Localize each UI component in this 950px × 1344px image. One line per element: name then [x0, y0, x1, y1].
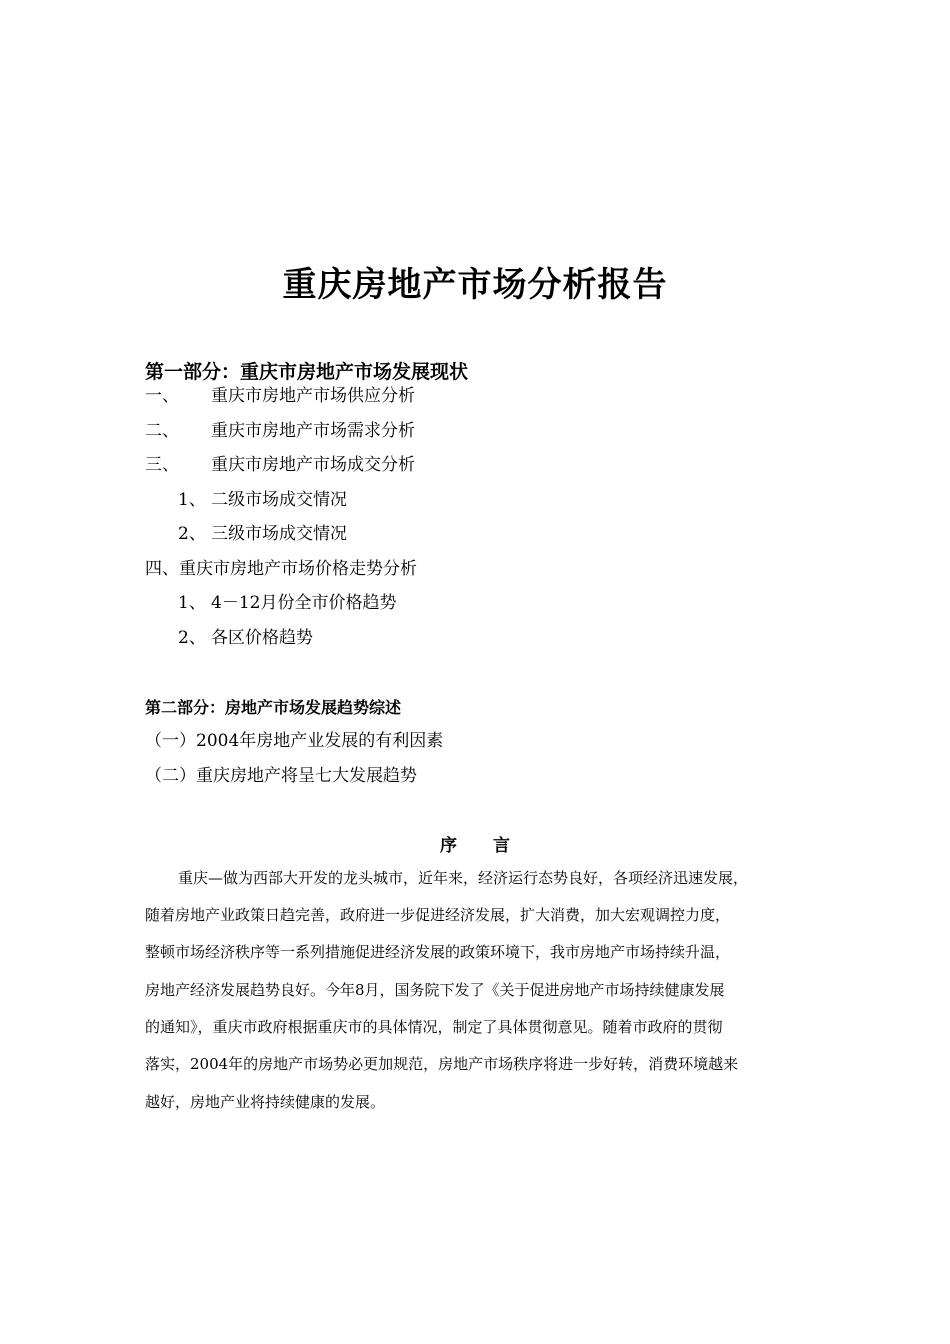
document-title: 重庆房地产市场分析报告 — [282, 265, 668, 305]
toc-item-text: 重庆市房地产市场供应分析 — [211, 386, 415, 406]
toc-subitem — [178, 488, 347, 512]
toc-item-number: 一、 — [145, 386, 179, 406]
toc-item-text: 二级市场成交情况 — [211, 490, 347, 510]
preface-heading-char: 言 — [493, 836, 510, 856]
toc-item-number: 1、 — [178, 593, 206, 613]
toc-item-number: 三、 — [145, 455, 179, 475]
toc-item-text: 重庆市房地产市场需求分析 — [211, 421, 415, 441]
paragraph-line: 随着房地产业政策日趋完善，政府进一步促进经济发展，扩大消费，加大宏观调控力度， — [145, 906, 731, 924]
toc-item-text: 4－12月份全市价格趋势 — [211, 593, 397, 613]
preface-heading-char: 序 — [440, 836, 457, 856]
toc-item — [145, 384, 415, 408]
toc-item — [145, 419, 415, 443]
toc-item-text: 四、重庆市房地产市场价格走势分析 — [145, 559, 417, 579]
preface-heading — [0, 834, 950, 858]
toc-item-number: 2、 — [178, 524, 206, 544]
paragraph-line: 房地产经济发展趋势良好。今年8月，国务院下发了《关于促进房地产市场持续健康发展 — [145, 981, 725, 999]
toc-item — [145, 557, 417, 581]
toc-item: （一）2004年房地产业发展的有利因素 — [145, 731, 444, 751]
toc-item-text: 三级市场成交情况 — [211, 524, 347, 544]
toc-subitem — [178, 626, 313, 650]
paragraph-line: 重庆—做为西部大开发的龙头城市，近年来，经济运行态势良好，各项经济迅速发展， — [178, 869, 749, 887]
paragraph-line: 整顿市场经济秩序等一系列措施促进经济发展的政策环境下，我市房地产市场持续升温， — [145, 943, 731, 961]
toc-item-number: 1、 — [178, 490, 206, 510]
toc-item-text: 各区价格趋势 — [211, 628, 313, 648]
paragraph-line: 的通知》，重庆市政府根据重庆市的具体情况，制定了具体贯彻意见。随着市政府的贯彻 — [145, 1018, 723, 1036]
part1-heading: 第一部分：重庆市房地产市场发展现状 — [145, 361, 469, 383]
paragraph-line: 落实，2004年的房地产市场势必更加规范，房地产市场秩序将进一步好转，消费环境越来 — [145, 1055, 739, 1073]
toc-subitem — [178, 522, 347, 546]
toc-item-number: 二、 — [145, 421, 179, 441]
part2-heading: 第二部分：房地产市场发展趋势综述 — [145, 698, 402, 717]
toc-item: （二）重庆房地产将呈七大发展趋势 — [145, 766, 417, 786]
toc-item-number: 2、 — [178, 628, 206, 648]
paragraph-line: 越好，房地产业将持续健康的发展。 — [145, 1093, 386, 1111]
toc-subitem — [178, 591, 396, 615]
toc-item — [145, 453, 415, 477]
toc-item-text: 重庆市房地产市场成交分析 — [211, 455, 415, 475]
